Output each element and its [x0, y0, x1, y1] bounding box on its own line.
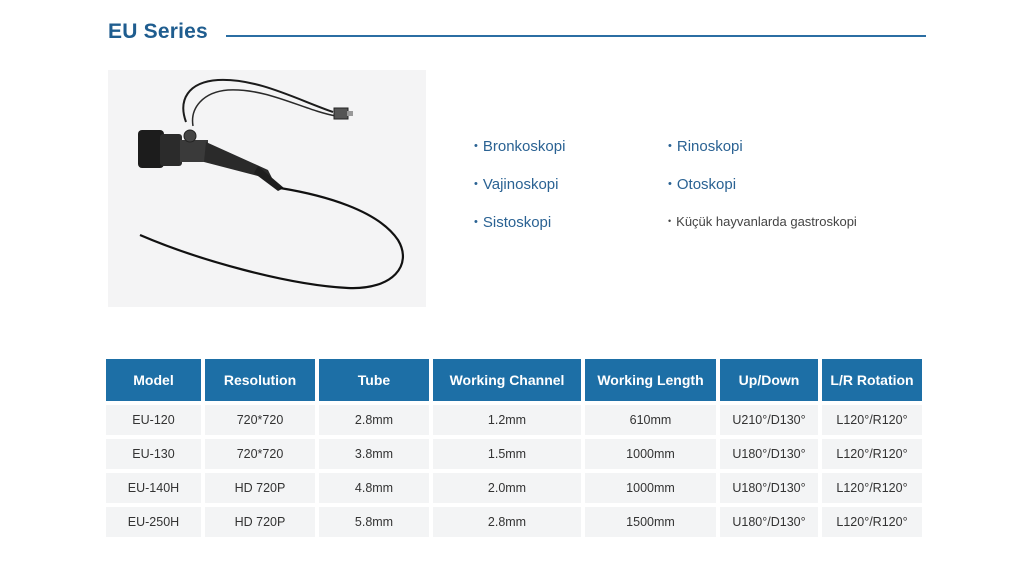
- endoscope-image: [108, 70, 426, 307]
- list-item: • Rinoskopi: [668, 138, 743, 155]
- spec-table: [106, 359, 922, 541]
- table-cell: 2.8mm: [319, 405, 429, 435]
- table-cell: EU-250H: [106, 507, 201, 537]
- table-cell: 720*720: [205, 405, 315, 435]
- table-cell: L120°/R120°: [822, 507, 922, 537]
- table-cell: L120°/R120°: [822, 405, 922, 435]
- list-item: • Küçük hayvanlarda gastroskopi: [668, 214, 857, 229]
- table-header: [106, 359, 922, 401]
- table-cell: EU-120: [106, 405, 201, 435]
- table-cell: 5.8mm: [319, 507, 429, 537]
- table-row: [106, 405, 922, 435]
- table-cell: 2.0mm: [433, 473, 581, 503]
- list-item: • Vajinoskopi: [474, 176, 559, 193]
- bullet-icon: •: [474, 216, 478, 228]
- column-header: Tube: [319, 359, 429, 401]
- column-header: Up/Down: [720, 359, 818, 401]
- list-item: • Otoskopi: [668, 176, 737, 193]
- bullet-icon: •: [474, 178, 478, 190]
- column-header: L/R Rotation: [822, 359, 922, 401]
- column-header: Working Length: [585, 359, 716, 401]
- list-item: • Bronkoskopi: [474, 138, 566, 155]
- table-cell: 1000mm: [585, 473, 716, 503]
- table-cell: HD 720P: [205, 507, 315, 537]
- table-cell: L120°/R120°: [822, 473, 922, 503]
- table-cell: U180°/D130°: [720, 439, 818, 469]
- bullet-icon: •: [668, 216, 672, 226]
- list-item: • Sistoskopi: [474, 214, 552, 231]
- title-divider: [226, 35, 926, 37]
- table-cell: 720*720: [205, 439, 315, 469]
- bullet-icon: •: [668, 178, 672, 190]
- table-row: [106, 507, 922, 537]
- table-cell: 610mm: [585, 405, 716, 435]
- table-cell: U210°/D130°: [720, 405, 818, 435]
- table-cell: 2.8mm: [433, 507, 581, 537]
- bullet-icon: •: [668, 140, 672, 152]
- column-header: Resolution: [205, 359, 315, 401]
- table-cell: 3.8mm: [319, 439, 429, 469]
- table-cell: U180°/D130°: [720, 473, 818, 503]
- table-cell: U180°/D130°: [720, 507, 818, 537]
- application-list: [470, 130, 910, 240]
- table-row: [106, 473, 922, 503]
- table-cell: 1000mm: [585, 439, 716, 469]
- column-header: Model: [106, 359, 201, 401]
- table-cell: EU-130: [106, 439, 201, 469]
- section-title: EU Series: [108, 20, 208, 43]
- bullet-icon: •: [474, 140, 478, 152]
- column-header: Working Channel: [433, 359, 581, 401]
- table-cell: HD 720P: [205, 473, 315, 503]
- table-cell: 1500mm: [585, 507, 716, 537]
- endoscope-illustration: [108, 70, 426, 307]
- table-cell: 1.2mm: [433, 405, 581, 435]
- table-cell: EU-140H: [106, 473, 201, 503]
- table-row: [106, 439, 922, 469]
- table-cell: 1.5mm: [433, 439, 581, 469]
- table-cell: 4.8mm: [319, 473, 429, 503]
- table-cell: L120°/R120°: [822, 439, 922, 469]
